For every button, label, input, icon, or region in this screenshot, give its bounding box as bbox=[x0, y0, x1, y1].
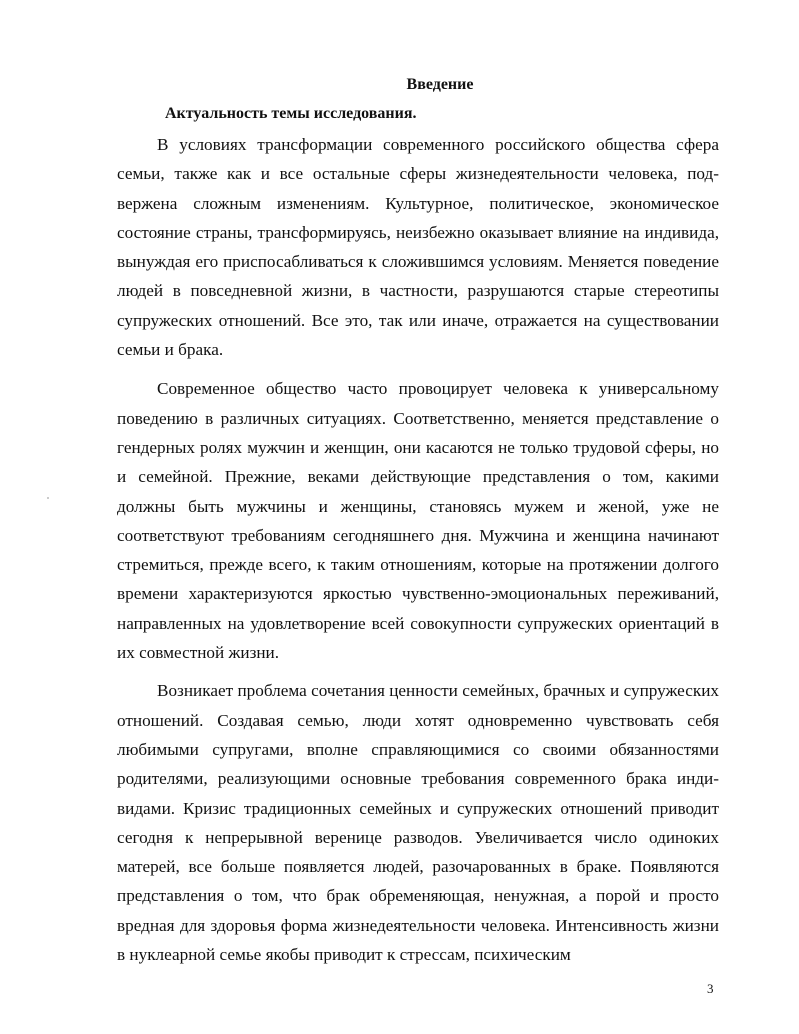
scan-speck bbox=[47, 497, 49, 499]
paragraph: Возникает проблема сочетания ценности семейных, брачных и супружеских отношений. Создавая семью, люди хотят одновременно чувствовать себя любимыми супругами, вполне справляющимися со своими обязанностями родителями, реализующими основные требования современного брака индивидами. Кризис традиционных семейных и супружеских отношений приводит сегодня к непрерывной веренице разводов. Увеличивается число одиноких матерей, все больше появляется людей, разочарованных в браке. Появляются представления о том, что брак обременяющая, ненужная, а порой и просто вредная для здоровья форма жизнедеятельности человека. Интенсивность жизни в нуклеарной семье якобы приводит к стрессам, психическим bbox=[117, 681, 719, 965]
section-heading: Введение bbox=[406, 76, 474, 93]
page-number: 3 bbox=[707, 981, 714, 996]
body-text bbox=[117, 130, 719, 969]
paragraph: Современное общество часто провоцирует человека к универсальному поведению в различных ситуациях. Соответственно, меняется представление о гендерных ролях мужчин и женщин, они касаются не только трудовой сферы, но и семейной. Прежние, веками действующие представления о том, какими должны быть мужчины и женщины, становясь мужем и женой, уже не соответствуют требованиям сегодняшнего дня. Мужчина и женщина начинают стремиться, прежде всего, к таким отношениям, которые на протяжении долгого времени характеризуются яркостью чувственно-эмоциональных переживаний, направленных на удовлетворение всей совокупности супружеских ориентаций в их совместной жизни. bbox=[117, 379, 719, 663]
paragraph: В условиях трансформации современного российского общества сфера семьи, также как и все остальные сферы жизнедеятельности человека, подвержена сложным изменениям. Культурное, политическое, экономическое состояние страны, трансформируясь, неизбежно оказывает влияние на индивида, вынуждая его приспосабливаться к сложившимся условиям. Меняется поведение людей в повседневной жизни, в частности, разрушаются старые стереотипы супружеских отношений. Все это, так или иначе, отражается на существовании семьи и брака. bbox=[117, 135, 719, 360]
section-subheading: Актуальность темы исследования. bbox=[165, 105, 417, 122]
